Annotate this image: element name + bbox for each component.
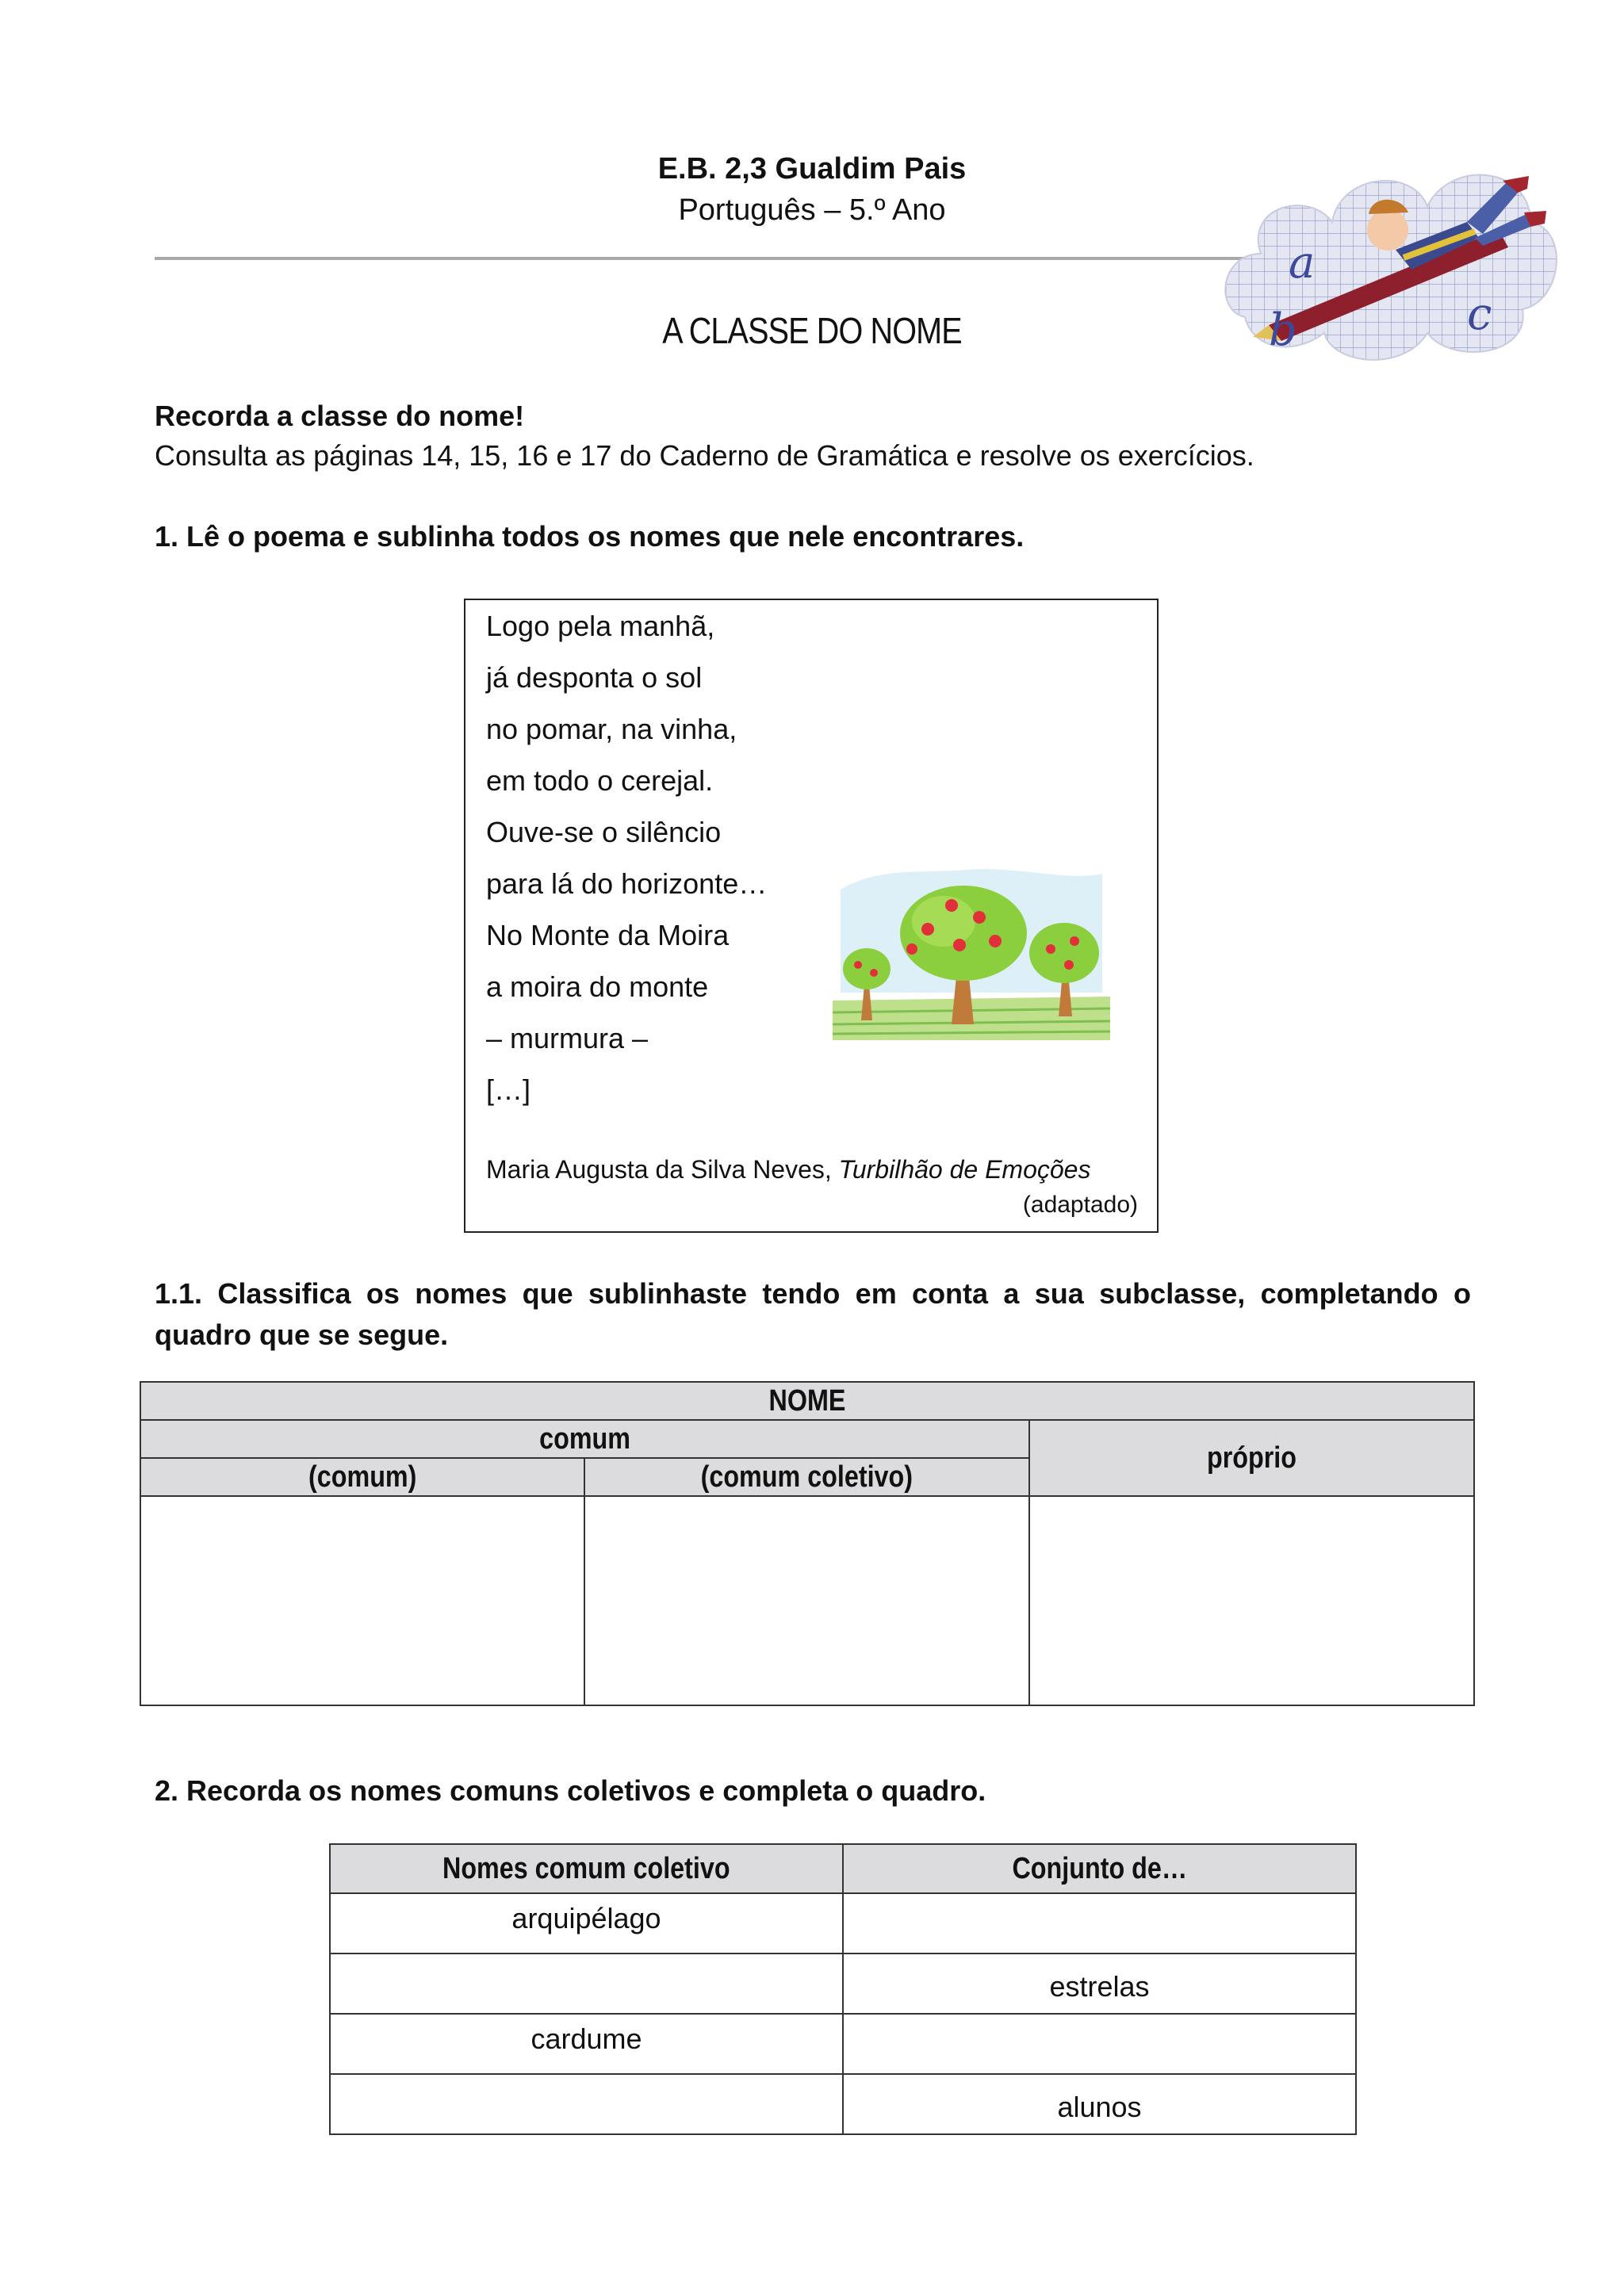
header-nome-label: NOME xyxy=(768,1383,846,1418)
table-cell: estrelas xyxy=(843,1954,1356,2014)
header-comum xyxy=(140,1420,1029,1458)
poem-attribution xyxy=(486,1155,1090,1184)
poem-line: – murmura – xyxy=(486,1022,649,1054)
noun-classification-table xyxy=(140,1381,1475,1706)
header-proprio xyxy=(1029,1420,1474,1496)
question-2-prompt: 2. Recorda os nomes comuns coletivos e completa o quadro. xyxy=(155,1774,986,1807)
boy-riding-pen-illustration xyxy=(1213,119,1562,373)
header-coletivo-sub-label: (comum coletivo) xyxy=(700,1460,914,1494)
page-title: A CLASSE DO NOME xyxy=(662,310,962,351)
column-header-label: Conjunto de… xyxy=(1012,1851,1187,1885)
answer-cell[interactable] xyxy=(330,2074,843,2134)
question-1-prompt: 1. Lê o poema e sublinha todos os nomes que nele encontrares. xyxy=(155,520,1025,553)
header-divider xyxy=(155,257,1273,260)
header-comum-label: comum xyxy=(538,1422,630,1456)
poem-line: […] xyxy=(486,1073,531,1106)
poem-line: a moira do monte xyxy=(486,970,709,1003)
header-comum-sub xyxy=(140,1458,584,1496)
answer-cell-proprio[interactable] xyxy=(1029,1496,1474,1705)
table-row xyxy=(330,2074,1356,2134)
column-header xyxy=(330,1844,843,1893)
answer-cell[interactable] xyxy=(843,1893,1356,1954)
svg-text:c: c xyxy=(1467,289,1492,340)
header-comum-sub-label: (comum) xyxy=(308,1460,417,1494)
column-header xyxy=(843,1844,1356,1893)
apple-trees-illustration xyxy=(833,858,1110,1048)
intro-heading: Recorda a classe do nome! xyxy=(155,400,525,432)
table-row xyxy=(330,2014,1356,2074)
answer-cell-coletivo[interactable] xyxy=(584,1496,1028,1705)
table-row xyxy=(330,1954,1356,2014)
table-cell: cardume xyxy=(330,2014,843,2074)
poem-line: para lá do horizonte… xyxy=(486,867,768,900)
subject-line: Português – 5.º Ano xyxy=(678,193,946,227)
header-coletivo-sub xyxy=(584,1458,1028,1496)
poem-line: No Monte da Moira xyxy=(486,919,730,951)
collective-nouns-table xyxy=(329,1843,1357,2135)
table-cell: alunos xyxy=(843,2074,1356,2134)
table-row xyxy=(330,1893,1356,1954)
adapted-note: (adaptado) xyxy=(1022,1192,1138,1218)
header-nome xyxy=(140,1382,1474,1420)
poem-line: no pomar, na vinha, xyxy=(486,713,737,745)
intro-text: Consulta as páginas 14, 15, 16 e 17 do Caderno de Gramática e resolve os exercícios. xyxy=(155,439,1254,472)
poem-line: Ouve-se o silêncio xyxy=(486,816,722,848)
poem-line: em todo o cerejal. xyxy=(486,764,714,797)
column-header-label: Nomes comum coletivo xyxy=(442,1851,730,1885)
header-proprio-label: próprio xyxy=(1206,1441,1297,1475)
school-name: E.B. 2,3 Gualdim Pais xyxy=(657,152,967,186)
work-title: Turbilhão de Emoções xyxy=(838,1155,1091,1184)
question-1-1-prompt: 1.1. Classifica os nomes que sublinhaste tendo em conta a sua subclasse, completando o quadro que se segue. xyxy=(155,1277,1471,1351)
answer-cell[interactable] xyxy=(843,2014,1356,2074)
author-name: Maria Augusta da Silva Neves, xyxy=(486,1155,832,1184)
answer-cell[interactable] xyxy=(330,1954,843,2014)
poem-line: já desponta o sol xyxy=(486,661,703,694)
svg-text:b: b xyxy=(1269,304,1297,356)
table-cell: arquipélago xyxy=(330,1893,843,1954)
answer-cell-comum[interactable] xyxy=(140,1496,584,1705)
svg-text:a: a xyxy=(1289,237,1316,289)
poem-line: Logo pela manhã, xyxy=(486,610,715,642)
